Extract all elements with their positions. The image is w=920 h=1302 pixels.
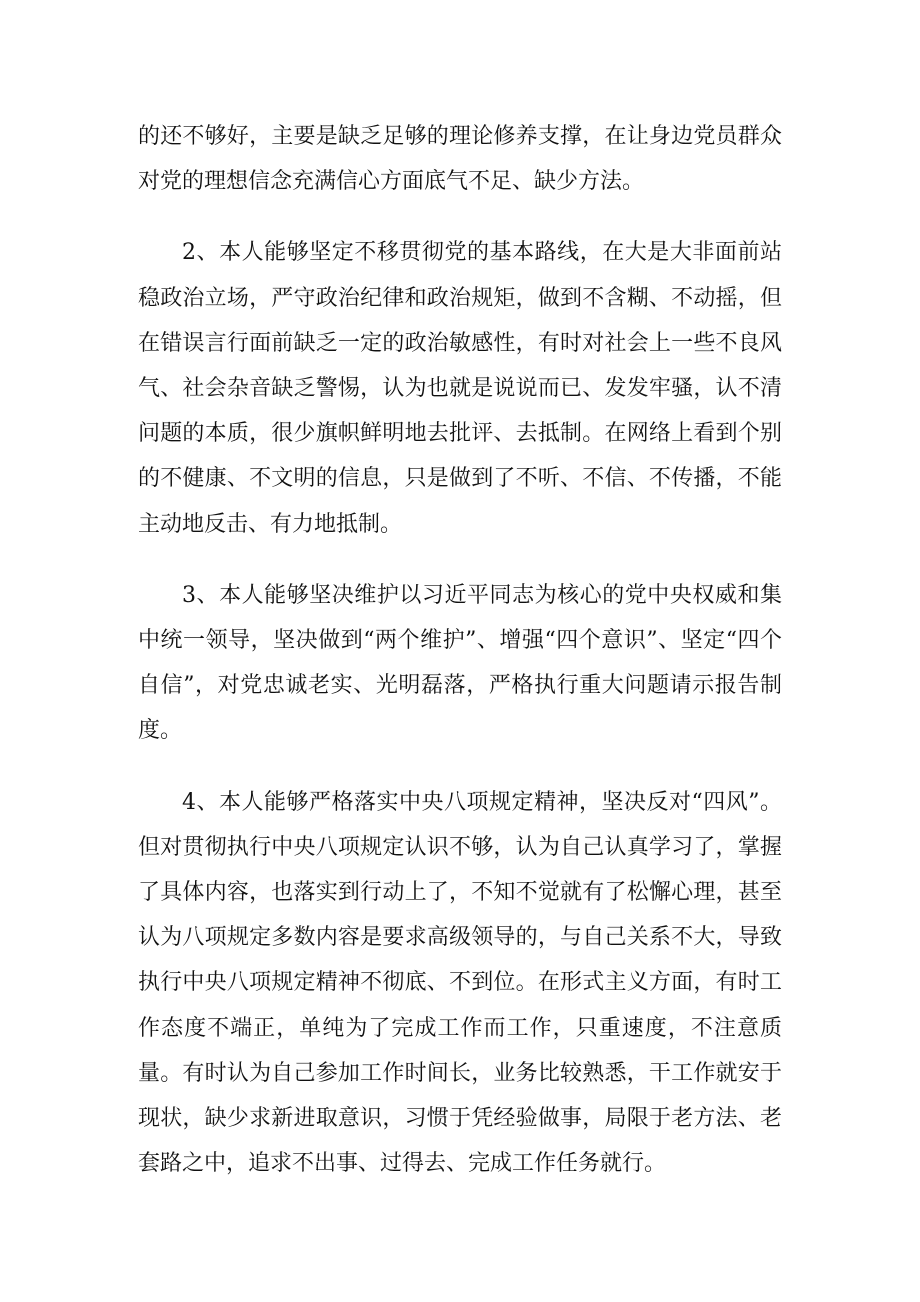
paragraph-continuation: 的还不够好，主要是缺乏足够的理论修养支撑，在让身边党员群众对党的理想信念充满信心方面底气不足、缺少方法。 <box>138 124 782 195</box>
document-body <box>138 114 782 1186</box>
paragraph-item-2: 2、本人能够坚定不移贯彻党的基本路线，在大是大非面前站稳政治立场，严守政治纪律和政治规矩，做到不含糊、不动摇，但在错误言行面前缺乏一定的政治敏感性，有时对社会上一些不良风气、社会杂音缺乏警惕，认为也就是说说而已、发发牢骚，认不清问题的本质，很少旗帜鲜明地去批评、去抵制。在网络上看到个别的不健康、不文明的信息，只是做到了不听、不信、不传播，不能主动地反击、有力地抵制。 <box>138 240 782 537</box>
paragraph-item-3: 3、本人能够坚决维护以习近平同志为核心的党中央权威和集中统一领导，坚决做到“两个维护”、增强“四个意识”、坚定“四个自信”，对党忠诚老实、光明磊落，严格执行重大问题请示报告制度。 <box>138 582 782 744</box>
paragraph-item-4: 4、本人能够严格落实中央八项规定精神，坚决反对“四风”。但对贯彻执行中央八项规定认识不够，认为自己认真学习了，掌握了具体内容，也落实到行动上了，不知不觉就有了松懈心理，甚至认为八项规定多数内容是要求高级领导的，与自己关系不大，导致执行中央八项规定精神不彻底、不到位。在形式主义方面，有时工作态度不端正，单纯为了完成工作而工作，只重速度，不注意质量。有时认为自己参加工作时间长，业务比较熟悉，干工作就安于现状，缺少求新进取意识，习惯于凭经验做事，局限于老方法、老套路之中，追求不出事、过得去、完成工作任务就行。 <box>138 789 782 1177</box>
